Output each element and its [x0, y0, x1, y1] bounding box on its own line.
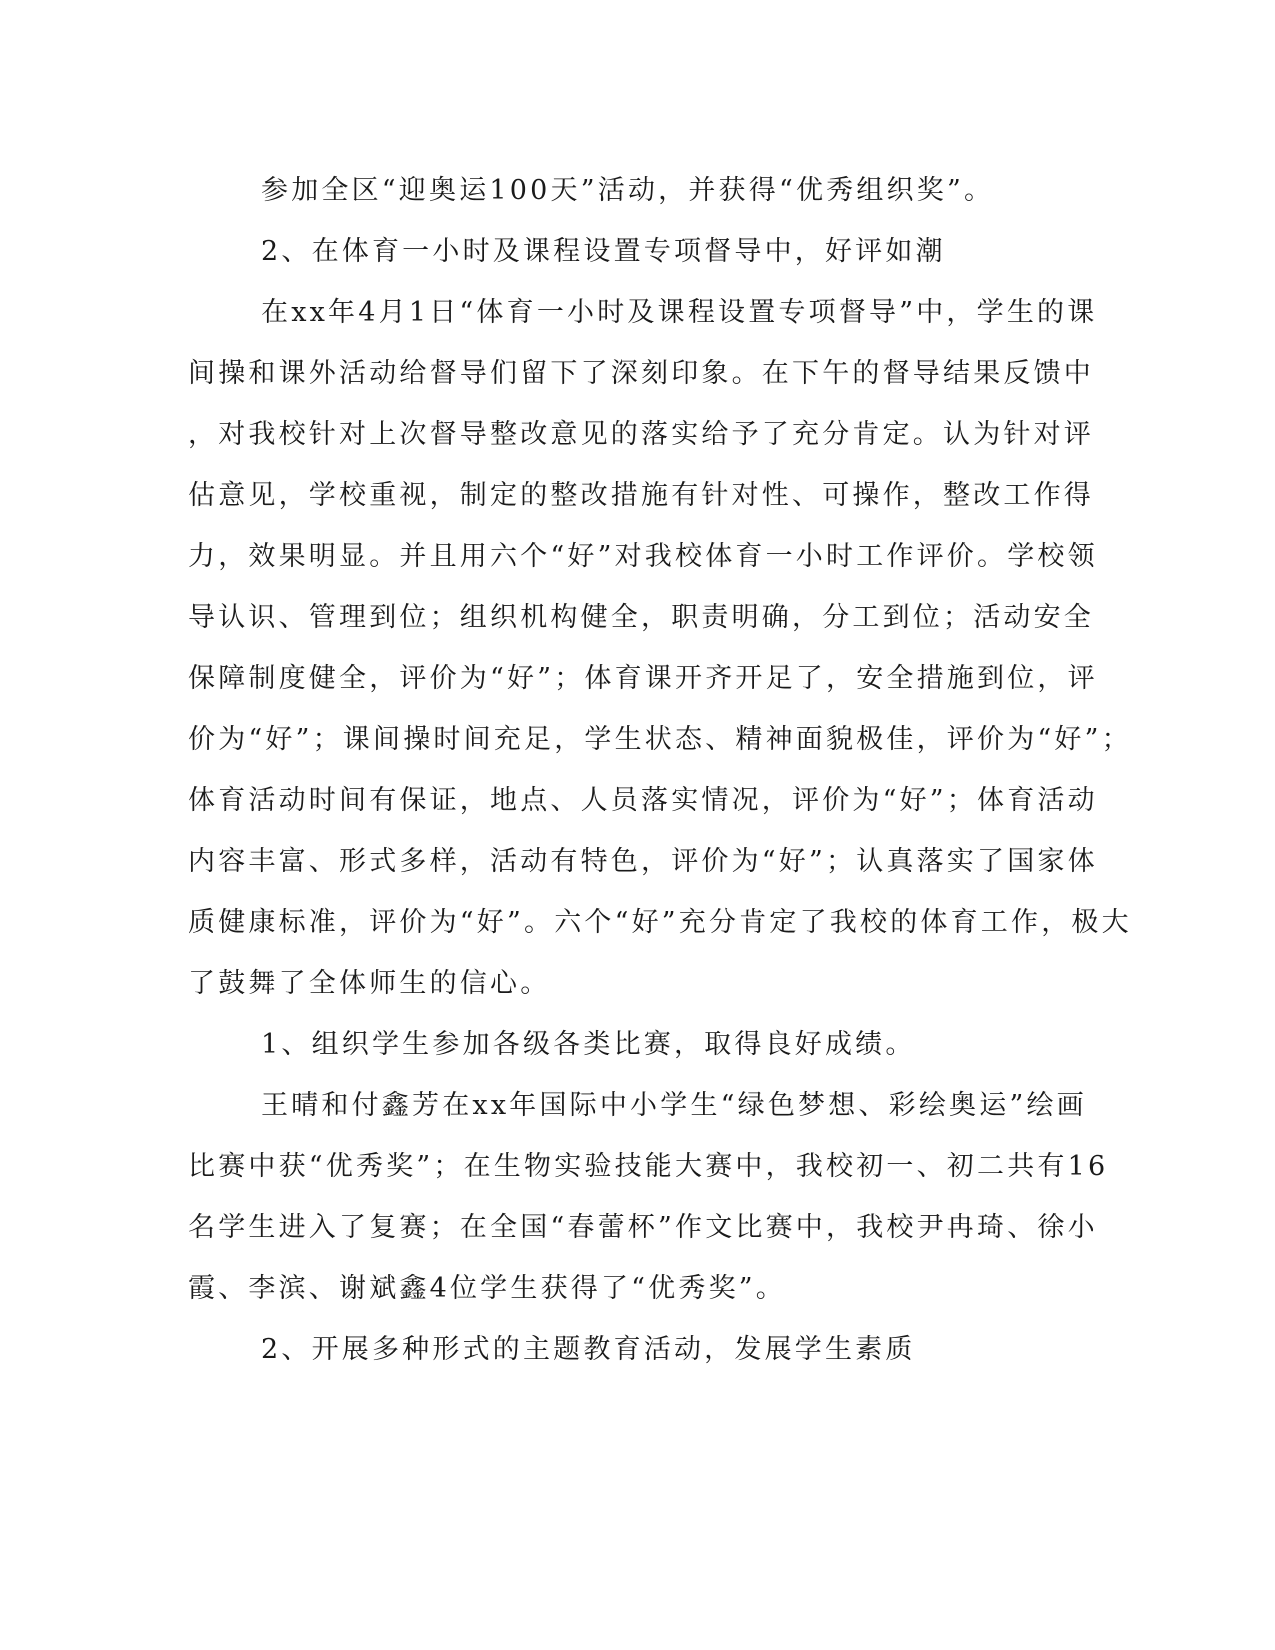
text-line: 体育活动时间有保证，地点、人员落实情况，评价为“好”；体育活动 [188, 785, 1098, 816]
section-heading: 1、组织学生参加各级各类比赛，取得良好成绩。 [261, 1029, 916, 1060]
text-line: 内容丰富、形式多样，活动有特色，评价为“好”；认真落实了国家体 [188, 846, 1098, 877]
text-line: 王晴和付鑫芳在xx年国际中小学生“绿色梦想、彩绘奥运”绘画 [261, 1090, 1087, 1121]
document-body [188, 160, 1132, 1380]
text-line: 质健康标准，评价为“好”。六个“好”充分肯定了我校的体育工作，极大 [188, 907, 1132, 938]
text-line: 在xx年4月1日“体育一小时及课程设置专项督导”中，学生的课 [261, 297, 1098, 328]
text-line: 霞、李滨、谢斌鑫4位学生获得了“优秀奖”。 [188, 1273, 786, 1304]
section-heading: 2、在体育一小时及课程设置专项督导中，好评如潮 [261, 236, 946, 267]
section-heading: 2、开展多种形式的主题教育活动，发展学生素质 [261, 1334, 916, 1365]
text-line: 名学生进入了复赛；在全国“春蕾杯”作文比赛中，我校尹冉琦、徐小 [188, 1212, 1098, 1243]
text-line: 力，效果明显。并且用六个“好”对我校体育一小时工作评价。学校领 [188, 541, 1098, 572]
text-line: 比赛中获“优秀奖”；在生物实验技能大赛中，我校初一、初二共有16 [188, 1151, 1109, 1182]
text-line: 导认识、管理到位；组织机构健全，职责明确，分工到位；活动安全 [188, 602, 1094, 633]
text-line: 价为“好”；课间操时间充足，学生状态、精神面貌极佳，评价为“好”； [188, 724, 1132, 755]
text-line: 估意见，学校重视，制定的整改措施有针对性、可操作，整改工作得 [188, 480, 1094, 511]
text-line: 了鼓舞了全体师生的信心。 [188, 968, 551, 999]
text-line: 保障制度健全，评价为“好”；体育课开齐开足了，安全措施到位，评 [188, 663, 1098, 694]
text-line: ，对我校针对上次督导整改意见的落实给予了充分肯定。认为针对评 [188, 419, 1094, 450]
text-line: 间操和课外活动给督导们留下了深刻印象。在下午的督导结果反馈中 [188, 358, 1094, 389]
text-line: 参加全区“迎奥运100天”活动，并获得“优秀组织奖”。 [261, 175, 995, 206]
